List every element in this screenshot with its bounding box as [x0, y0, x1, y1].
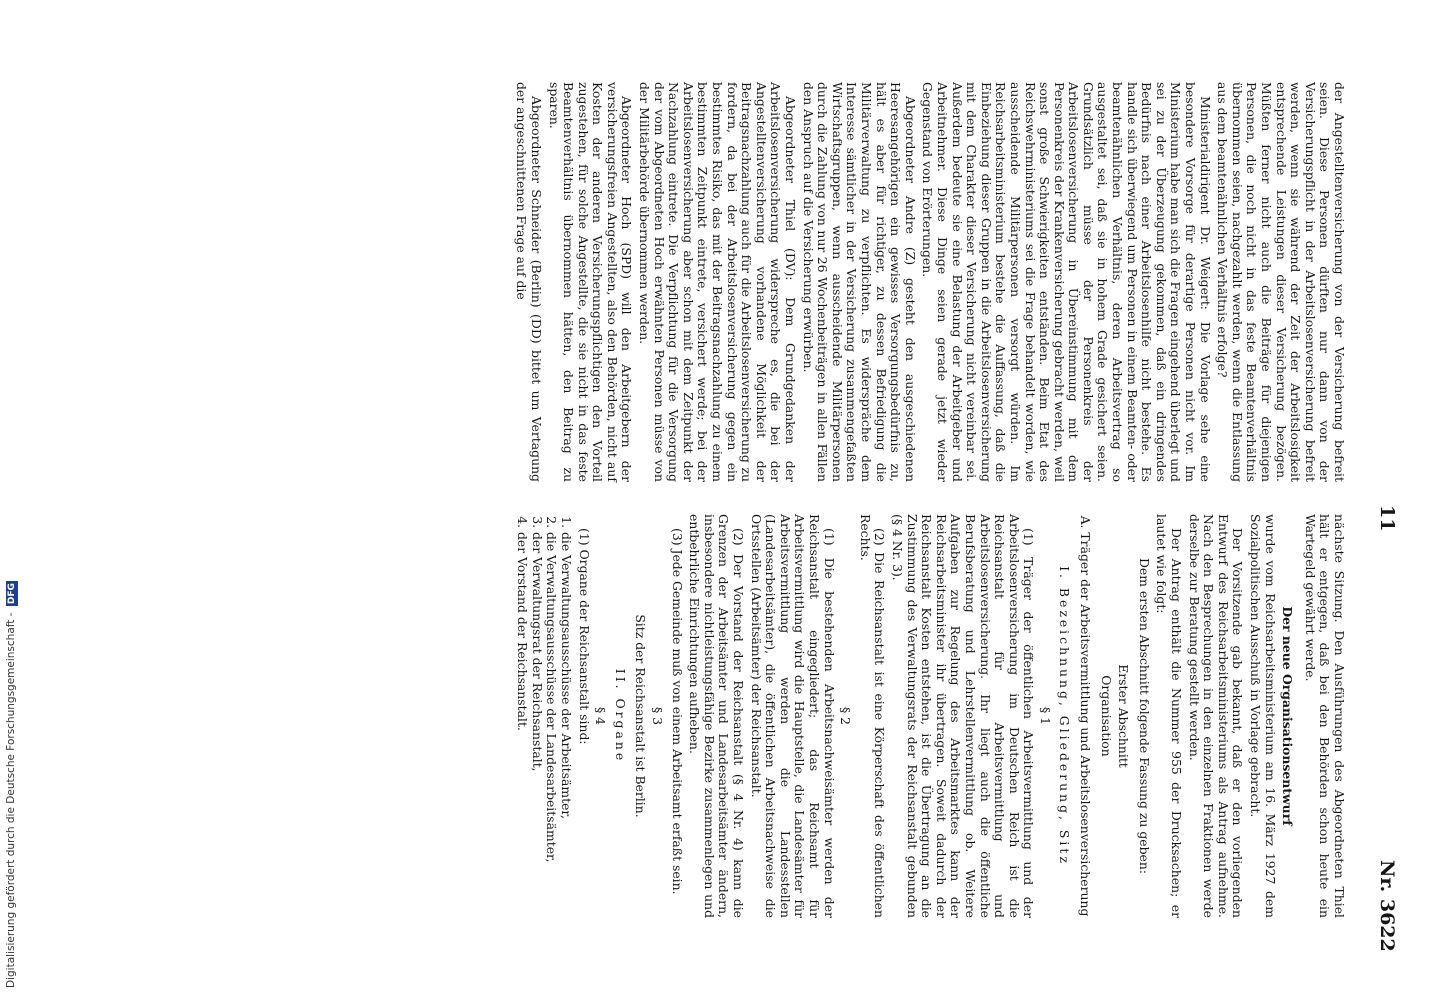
- paragraph: Abgeordneter Hoch (SPD) will den Arbeitgebern der versicherungsfreien Angestellten, also den Behörden, nicht auf Kosten der anderen Versicherungspflichtigen den Vorteil zugestehen, für solche Angestellte, die sie nicht in das feste Beamtenverhältnis übernommen hätten, den Beitrag zu sparen.: [546, 82, 635, 482]
- paragraph: Der Antrag enthält die Nummer 955 der Drucksachen; er lautet wie folgt:: [1154, 514, 1185, 918]
- paragraph: Dem ersten Abschnitt folgende Fassung zu geben:: [1136, 557, 1152, 875]
- paragraph: (1) Organe der Reichsanstalt sind:: [576, 528, 592, 745]
- list-item: 4. der Vorstand der Reichsanstalt.: [515, 532, 530, 918]
- paragraph: (1) Träger der öffentlichen Arbeitsvermittlung und der Arbeitslosenversicherung im Deutschen Reich ist die Reichsanstalt für Arbeitsvermittlung und Arbeitslosenversicherung. Ihr liegt auch die öffentliche Berufsberatung und Lehrstellenvermittlung ob. Weitere Aufgaben zur Regelung des Arbeitsmarktes kann der Reichsarbeitsminister ihr übertragen. Soweit dadurch der Reichsanstalt Kosten entstehen, ist die Übertragung an die Zustimmung des Verwaltungsrats der Reichsanstalt gebunden (§ 4 Nr. 3).: [889, 514, 1037, 918]
- digitization-footer: [4, 0, 18, 1000]
- section-number: § 1: [1037, 706, 1053, 726]
- part-heading: A. Träger der Arbeitsvermittlung und Arbeitslosenversicherung: [1078, 515, 1094, 917]
- paragraph: Sitz der Reichsanstalt ist Berlin.: [633, 614, 649, 818]
- list-item: 2. die Verwaltungsausschüsse der Landesarbeitsämter,: [544, 532, 559, 918]
- paragraph: (3) Jede Gemeinde muß von einem Arbeitsamt erfaßt sein.: [669, 528, 685, 895]
- part-heading: I. Bezeichnung, Gliederung, Sitz: [1057, 566, 1073, 866]
- left-column: [511, 82, 1346, 482]
- section-number: § 4: [593, 706, 609, 726]
- paragraph: (2) Der Vorstand der Reichsanstalt (§ 4 Nr. 4) kann die Grenzen der Arbeitsämter und Landesarbeitsämter ändern, insbesondere nichtleistungsfähige Bezirke zusammenlegen und entbehrliche Einrichtungen aufheben.: [687, 514, 747, 918]
- section-number: § 3: [650, 706, 666, 726]
- abschnitt-subtitle: Organisation: [1098, 675, 1114, 757]
- paragraph: Abgeordneter Schneider (Berlin) (DD) bittet um Vertagung der angeschnittenen Frage auf die: [514, 82, 544, 482]
- organ-list: [515, 514, 573, 918]
- section-heading: Der neue Organisationsentwurf: [1280, 606, 1296, 826]
- paragraph: (1) Die bestehenden Arbeitsnachweisämter werden der Reichsanstalt eingegliedert; das Reichsamt für Arbeitsvermittlung wird die Hauptstelle, die Landesämter für Arbeitsvermittlung werden die Landesstellen (Landesarbeitsämter), die öffentlichen Arbeitsnachweise die Ortsstellen (Arbeitsämter) der Reichsanstalt.: [748, 514, 837, 918]
- paragraph: (2) Die Reichsanstalt ist eine Körperschaft des öffentlichen Rechts.: [857, 514, 888, 918]
- right-column: [515, 514, 1346, 918]
- list-item: 1. die Verwaltungsausschüsse der Arbeitsämter,: [559, 532, 574, 918]
- paragraph: Abgeordneter Thiel (DV): Dem Grundgedanken der Arbeitslosenversicherung widerspreche es, die bei der Angestelltenversicherung vorhandene Möglichkeit der Beitragsnachzahlung auch für die Arbeitslosenversicherung zu fordern, da bei der Arbeitslosenversicherung gegen ein bestimmtes Risiko, das mit der Beitragsnachzahlung zu einem bestimmten Zeitpunkt eintrete, versichert werde; bei der Arbeitslosenversicherung aber schon mit dem Zeitpunkt der Nachzahlung eintrete. Die Verpflichtung für die Versorgung der vom Abgeordneten Hoch erwähnten Personen müsse von der Militärbehörde übernommen werden.: [637, 82, 799, 482]
- paragraph: Ministerialdirigent Dr. Weigert: Die Vorlage sehe eine besondere Vorsorge für derartige Personen nicht vor. Im Ministerium habe man sich die Fragen eingehend überlegt und sei zu der Überzeugung gekommen, daß ein dringendes Bedürfnis nach einer Arbeitslosenhilfe nicht bestehe. Es handle sich überwiegend um Personen in einem Beamten- oder beamtenähnlichen Verhältnis, deren Arbeitsvertrag so ausgestaltet sei, daß sie in hohem Grade gesichert seien. Grundsätzlich müsse der Personenkreis der Arbeitslosenversicherung in Übereinstimmung mit dem Personenkreis der Krankenversicherung gebracht werden, weil sonst große Schwierigkeiten entständen. Beim Etat des Reichswehrministeriums sei die Frage behandelt worden, wie ausscheidende Militärpersonen versorgt würden. Im Reichsarbeitsministerium bestehe die Auffassung, daß die Einbeziehung dieser Gruppen in die Arbeitslosenversicherung mit dem Charakter dieser Versicherung nicht vereinbar sei. Außerdem bedeute sie eine Belastung der Arbeitgeber und Arbeitnehmer. Diese Dinge seien gerade jetzt wieder Gegenstand von Erörterungen.: [920, 82, 1213, 482]
- footer-text: Digitalisierung gefördert durch die Deutsche Forschungsgemeinschaft -: [5, 612, 17, 988]
- section-number: § 2: [838, 706, 854, 726]
- page-number: 11: [1376, 505, 1398, 532]
- list-item: 3. der Verwaltungsrat der Reichsanstalt,: [529, 532, 544, 918]
- dfg-logo: DFG: [7, 583, 17, 605]
- document-number: Nr. 3622: [1376, 860, 1398, 952]
- paragraph: Abgeordneter Andre (Z) gesteht den ausgeschiedenen Heeresangehörigen ein gewisses Versorgungsbedürfnis zu, hält es aber für richtiger, zu dessen Befriedigung die Militärverwaltung zu verpflichten. Es widerspräche dem Interesse sämtlicher in der Versicherung zusammengefaßten Wirtschaftsgruppen, wenn ausscheidende Militärpersonen durch die Zahlung von nur 26 Wochenbeiträgen in allen Fällen den Anspruch auf die Versicherung erwürben.: [800, 82, 918, 482]
- paragraph: Der Vorsitzende gab bekannt, daß er den vorliegenden Entwurf des Reichsarbeitsministeriums als Antrag aufnehme. Nach den Besprechungen in den einzelnen Fraktionen werde derselbe zur Beratung gestellt werden.: [1186, 514, 1246, 918]
- paragraph: wurde vom Reichsarbeitsministerium am 16. März 1927 dem Sozialpolitischen Ausschuß in Vorlage gebracht.: [1248, 514, 1278, 918]
- paragraph: nächste Sitzung. Den Ausführungen des Abgeordneten Thiel hält er entgegen, daß bei den Behörden schon heute ein Wartegeld gewährt werde.: [1302, 514, 1347, 918]
- abschnitt-title: Erster Abschnitt: [1116, 664, 1132, 768]
- paragraph: der Angestelltenversicherung von der Versicherung befreit seien. Diese Personen dürften nur dann von der Versicherungspflicht in der Arbeitslosenversicherung befreit werden, wenn sie während der Zeit der Arbeitslosigkeit entsprechende Leistungen dieser Versicherung bezögen. Müßten ferner nicht auch die Beiträge für diejenigen Personen, die noch nicht in das feste Beamtenverhältnis übernommen seien, nachgezahlt werden, wenn die Entlassung aus dem beamtenähnlichen Verhältnis erfolge?: [1215, 82, 1347, 482]
- part-heading: II. Organe: [612, 668, 628, 764]
